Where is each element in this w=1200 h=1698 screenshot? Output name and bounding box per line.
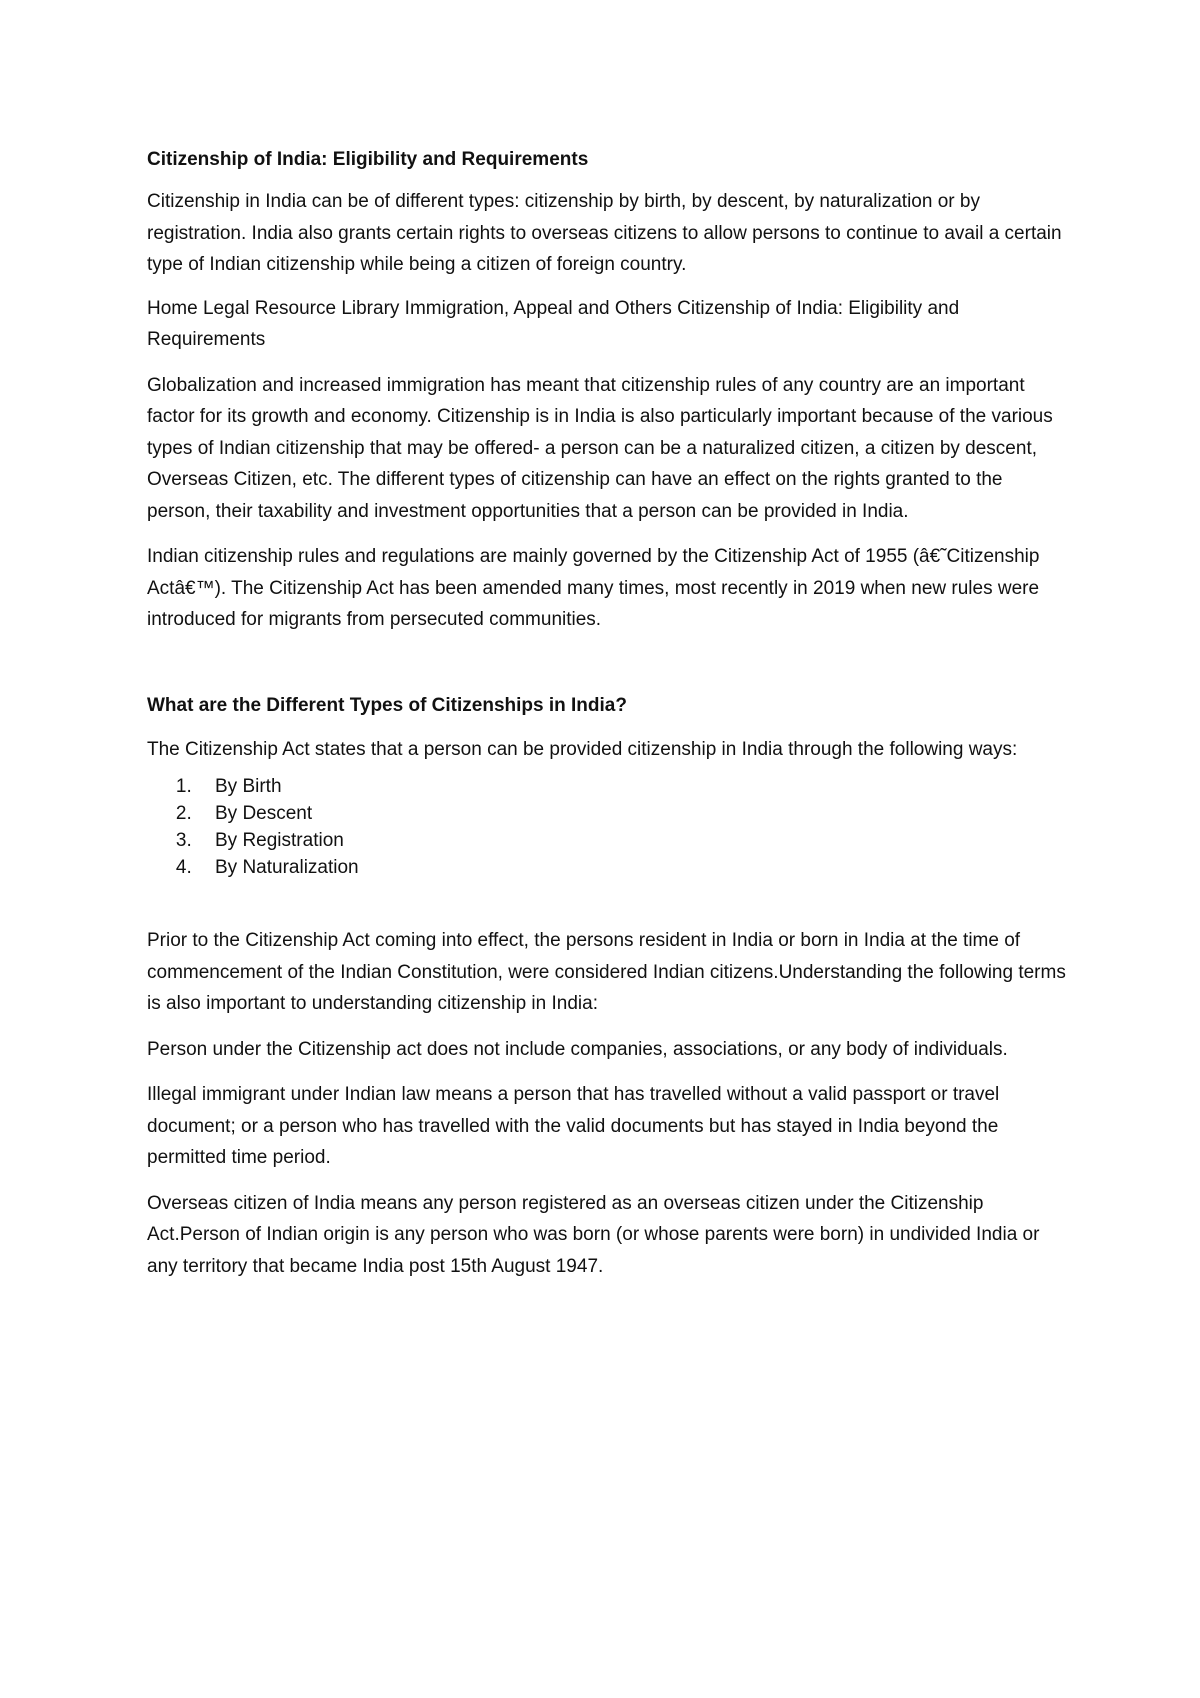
document-title: Citizenship of India: Eligibility and Requirements — [147, 149, 589, 170]
section-spacer — [147, 881, 1067, 925]
globalization-paragraph: Globalization and increased immigration has meant that citizenship rules of any country are an important factor for its growth and economy. Citizenship is in India is also particularly important because of the various types of Indian citizenship that may be offered- a person can be a naturalized citizen, a citizen by descent, Overseas Citizen, etc. The different types of citizenship can have an effect on the rights granted to the person, their taxability and investment opportunities that a person can be provided in India. — [147, 374, 1053, 522]
list-item: 2. By Descent — [197, 800, 1067, 827]
list-item: 3. By Registration — [197, 827, 1067, 854]
overseas-citizen-definition-paragraph: Overseas citizen of India means any person registered as an overseas citizen under the Citizenship Act.Person of Indian origin is any person who was born (or whose parents were born) in undivided India or any territory that became India post 15th August 1947. — [147, 1192, 1040, 1277]
prior-paragraph: Prior to the Citizenship Act coming into effect, the persons resident in India or born in India at the time of commencement of the Indian Constitution, were considered Indian citizens.Understanding the following terms is also important to understanding citizenship in India: — [147, 930, 1066, 1014]
breadcrumb-text: Home Legal Resource Library Immigration, Appeal and Others Citizenship of India: Eligibility and Requirements — [147, 297, 960, 350]
person-definition-paragraph: Person under the Citizenship act does not include companies, associations, or any body of individuals. — [147, 1038, 1008, 1060]
intro-paragraph: Citizenship in India can be of different types: citizenship by birth, by descent, by naturalization or by registration. India also grants certain rights to overseas citizens to allow persons to continue to avail a certain type of Indian citizenship while being a citizen of foreign country. — [147, 191, 1062, 275]
section-heading: What are the Different Types of Citizenships in India? — [147, 694, 627, 716]
citizenship-act-paragraph: Indian citizenship rules and regulations are mainly governed by the Citizenship Act of 1955 (â€˜Citizenship Actâ€™). The Citizenship Act has been amended many times, most recently in 2019 when new rules were introduced for migrants from persecuted communities. — [147, 546, 1040, 630]
ways-intro-paragraph: The Citizenship Act states that a person can be provided citizenship in India through the following ways: — [147, 738, 1018, 760]
citizenship-ways-list — [147, 773, 1067, 881]
list-item: 1. By Birth — [197, 773, 1067, 800]
illegal-immigrant-definition-paragraph: Illegal immigrant under Indian law means a person that has travelled without a valid passport or travel document; or a person who has travelled with the valid documents but has stayed in India beyond the permitted time period. — [147, 1084, 1000, 1168]
list-item: 4. By Naturalization — [197, 854, 1067, 881]
document-content — [147, 146, 1067, 1294]
section-spacer — [147, 636, 1067, 692]
